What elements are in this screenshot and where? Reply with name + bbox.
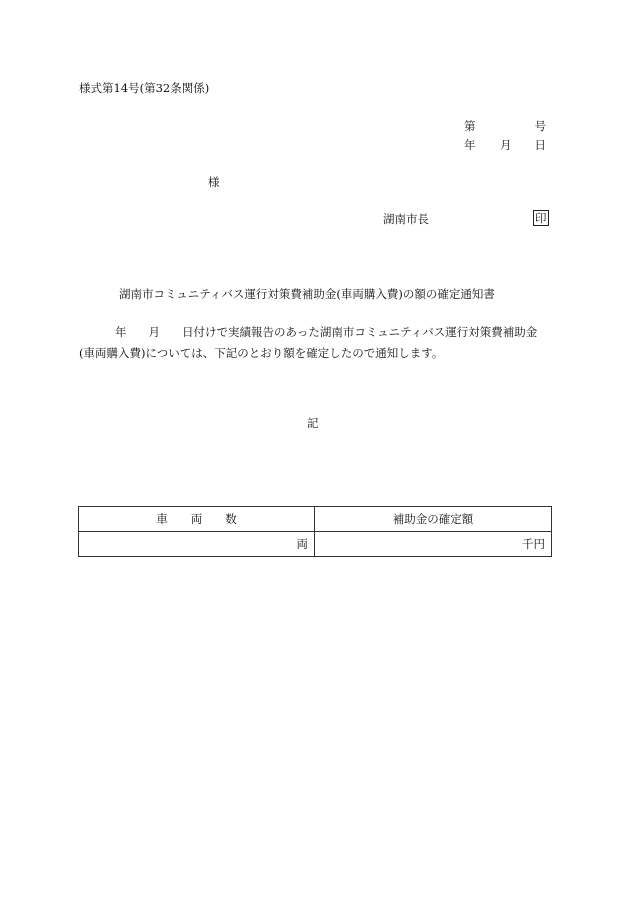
number-prefix: 第 <box>464 119 476 133</box>
table-header-row <box>79 507 552 532</box>
header-vehicle-count: 車 両 数 <box>79 507 315 532</box>
date-day: 日 <box>534 138 546 152</box>
amount-table <box>78 506 552 557</box>
body-month: 月 <box>148 325 160 339</box>
body-year: 年 <box>115 325 127 339</box>
table-row <box>79 532 552 557</box>
issuer-name: 湖南市長 <box>383 212 429 226</box>
number-suffix: 号 <box>534 119 546 133</box>
header-confirmed-amount: 補助金の確定額 <box>315 507 552 532</box>
document-title: 湖南市コミュニティバス運行対策費補助金(車両購入費)の額の確定通知書 <box>119 287 495 301</box>
cell-amount-unit: 千円 <box>315 532 552 557</box>
seal-stamp: 印 <box>535 211 547 225</box>
date-year: 年 <box>464 138 476 152</box>
cell-vehicle-unit: 両 <box>79 532 315 557</box>
body-line-1 <box>79 322 553 343</box>
date-month: 月 <box>500 138 512 152</box>
body-line-1-text: 日付けで実績報告のあった湖南市コミュニティバス運行対策費補助金 <box>182 325 538 339</box>
ki-heading: 記 <box>307 416 319 430</box>
body-paragraph <box>79 322 553 364</box>
body-line-2: (車両購入費)については、下記のとおり額を確定したので通知します。 <box>79 346 444 360</box>
addressee-suffix: 様 <box>208 175 220 189</box>
form-number-label: 様式第14号(第32条関係) <box>79 81 210 95</box>
